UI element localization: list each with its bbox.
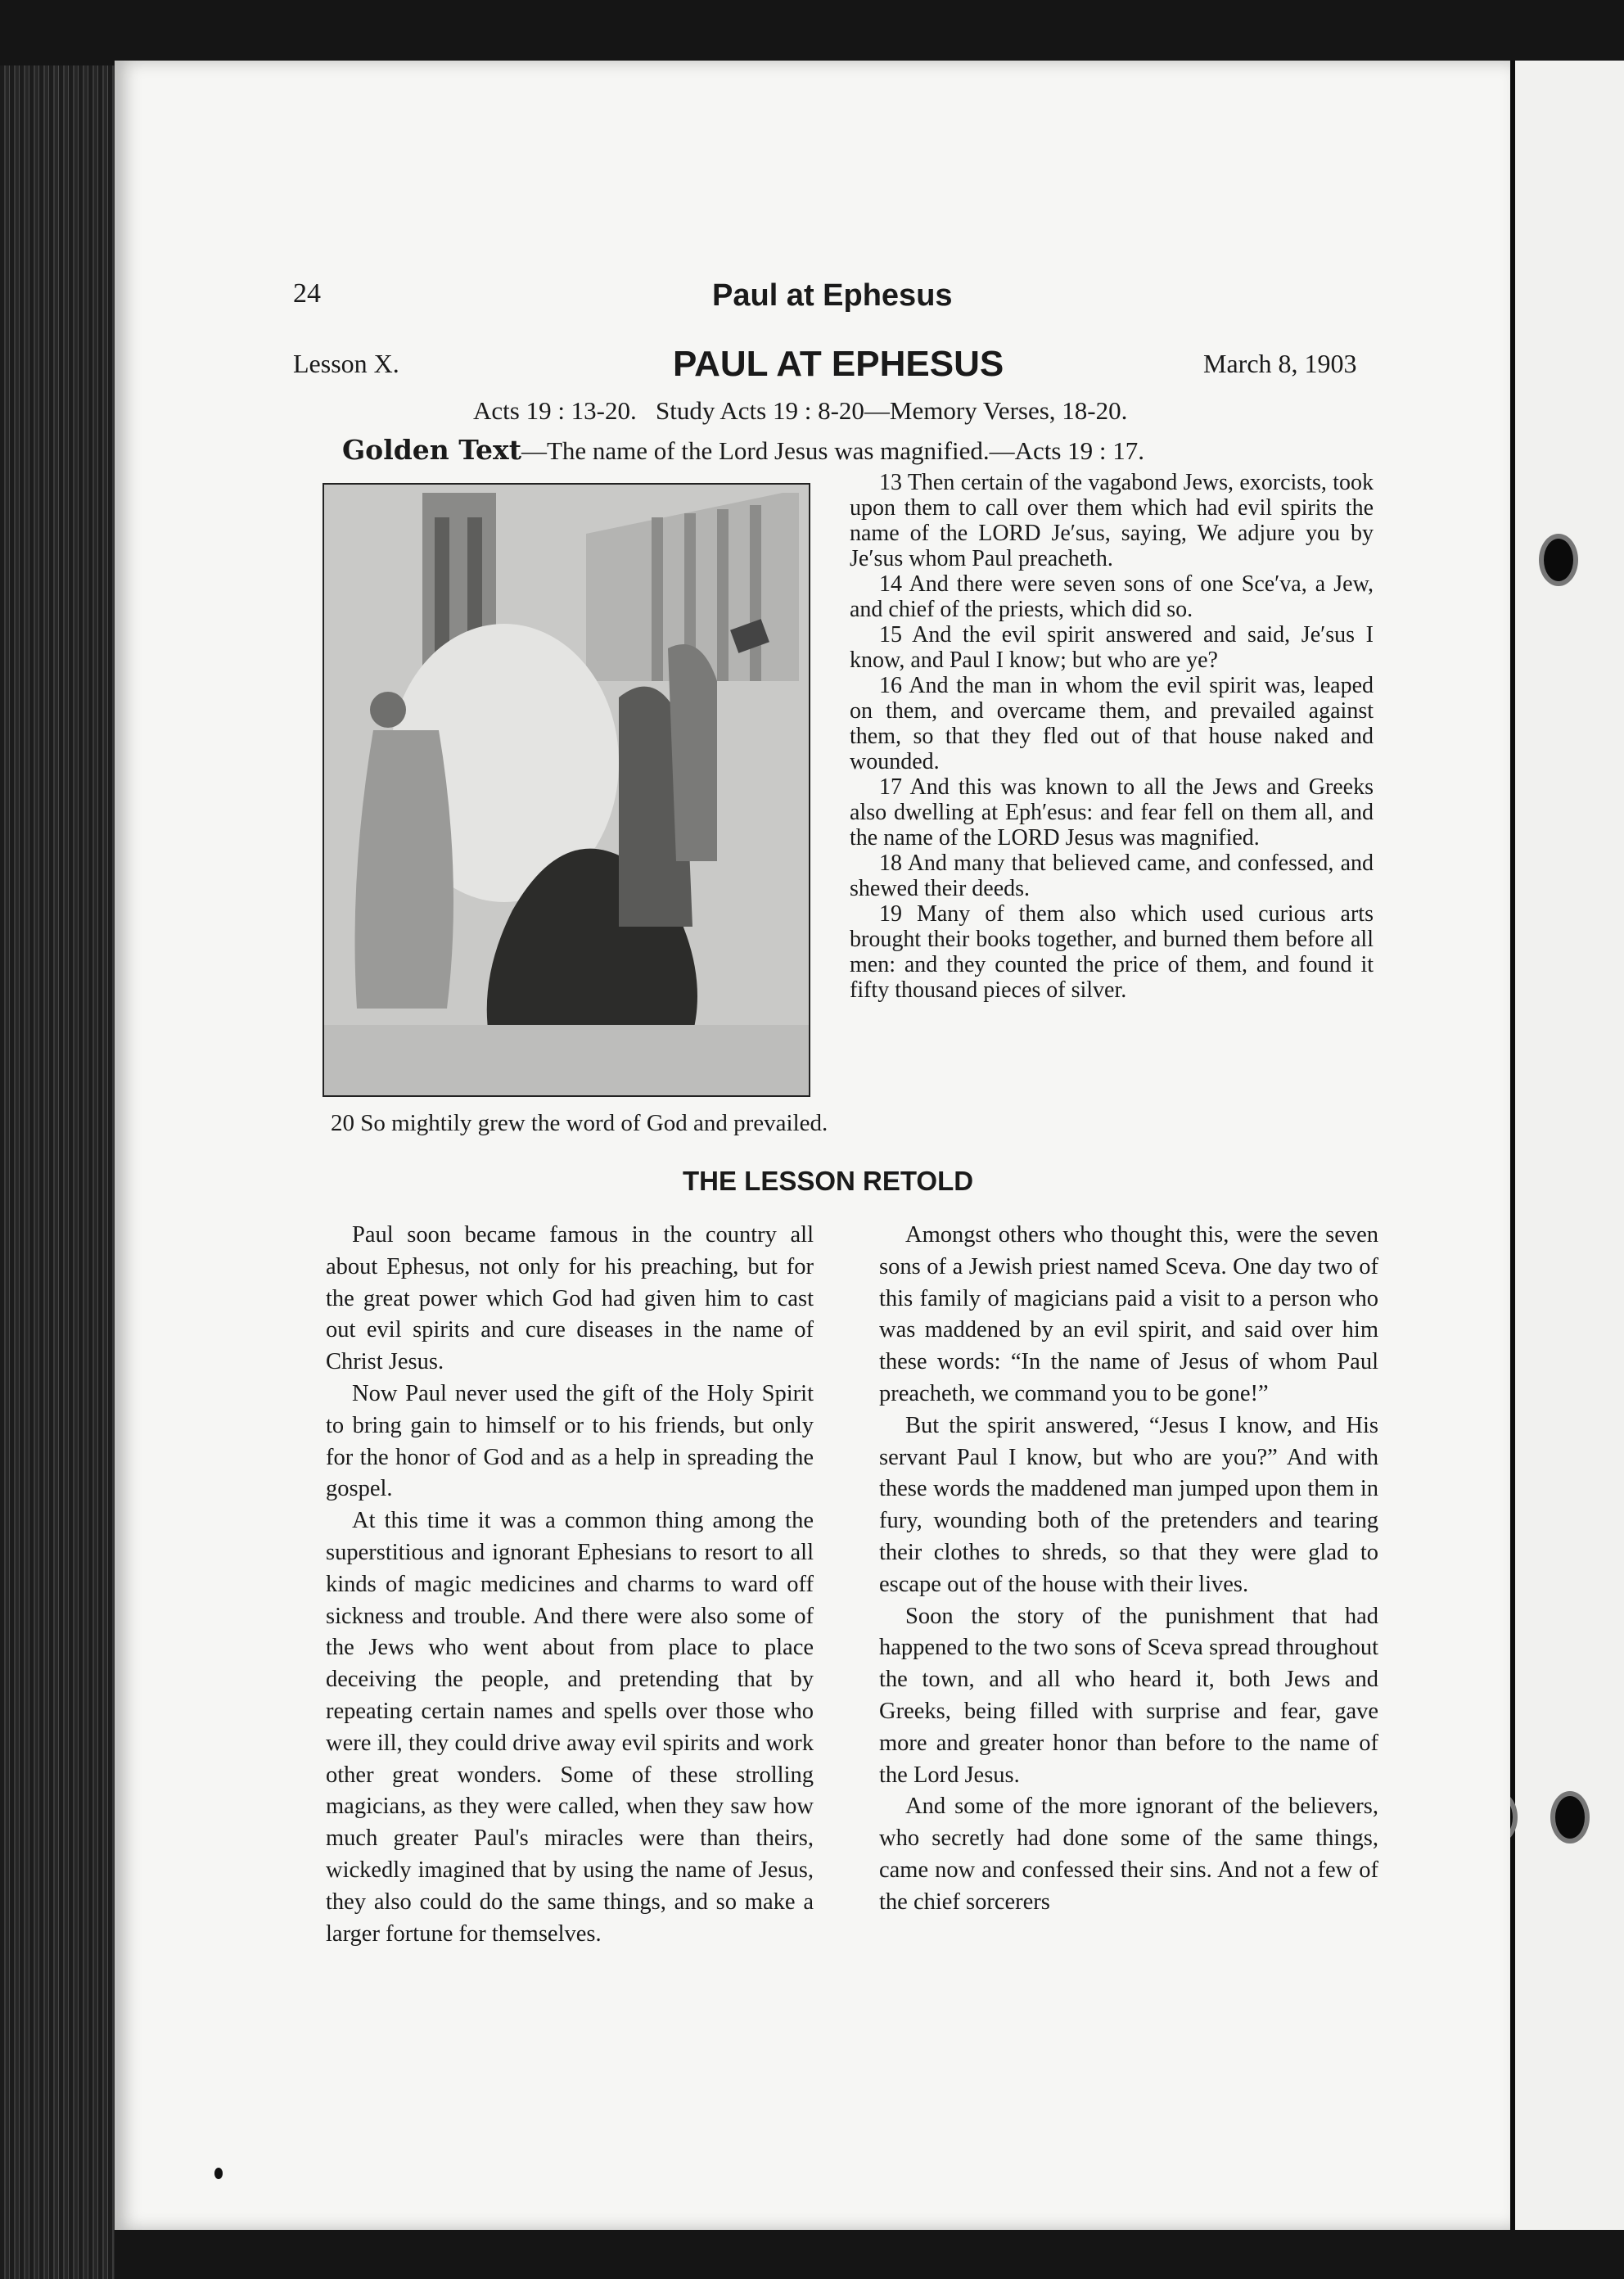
running-title: Paul at Ephesus [712,278,953,313]
verse-19: 19 Many of them also which used curious arts brought their books together, and burned them before all men: and they counted the price of them, and found it fifty thousand pieces of silver. [850,901,1374,1003]
verse-17: 17 And this was known to all the Jews and Greeks also dwelling at Eph′esus: and fear fell on them all, and the name of the LORD Jesus was magnified. [850,774,1374,851]
lesson-label: Lesson X. [293,349,399,378]
scripture-reference: Acts 19 : 13-20. Study Acts 19 : 8-20—Memory Verses, 18-20. [473,396,1128,425]
page-number: 24 [293,278,321,309]
verse-20: 20 So mightily grew the word of God and prevailed. [331,1110,828,1136]
verse-16: 16 And the man in whom the evil spirit was, leaped on them, and overcame them, and prevailed against them, so that they fled out of that house naked and wounded. [850,673,1374,774]
engraving-icon [324,485,809,1095]
verse-13: 13 Then certain of the vagabond Jews, exorcists, took upon them to call over them which had evil spirits the name of the LORD Je′sus, saying, We adjure you by Je′sus whom Paul preacheth. [850,470,1374,571]
paragraph: Now Paul never used the gift of the Holy Spirit to bring gain to himself or to his friends, but only for the honor of God and as a help in spreading the gospel. [326,1380,814,1502]
paragraph: But the spirit answered, “Jesus I know, and His servant Paul I know, but who are you?” And with these words the maddened man jumped upon them in fury, wounding both of the pretenders and tearing their clothes to shreds, so that they were glad to escape out of the house with their lives. [879,1412,1378,1597]
paragraph: Soon the story of the punishment that had happened to the two sons of Sceva spread throughout the town, and all who heard it, both Jews and Greeks, being filled with surprise and fear, gave more and greater honor than before to the name of the Lord Jesus. [879,1603,1378,1788]
scripture-verses [850,470,1374,1003]
illustration-paul-burning-books [323,483,810,1097]
lesson-title: PAUL AT EPHESUS [673,344,1004,384]
golden-text-label: Golden Text [342,434,521,466]
verse-18: 18 And many that believed came, and confessed, and shewed their deeds. [850,851,1374,901]
lesson-date: March 8, 1903 [1203,349,1357,378]
golden-text-body: —The name of the Lord Jesus was magnified.—Acts 19 : 17. [521,436,1145,465]
verse-14: 14 And there were seven sons of one Sce′va, a Jew, and chief of the priests, which did so. [850,571,1374,622]
paragraph: At this time it was a common thing among the superstitious and ignorant Ephesians to resort to all kinds of magic medicines and charms to ward off sickness and trouble. And there were also some of the Jews who went about from place to place deceiving the people, and pretending that by repeating certain names and spells over those who were ill, they could drive away evil spirits and work other great wonders. Some of these strolling magicians, as they were called, when they saw how much greater Paul's miracles were than theirs, wickedly imagined that by using the name of Jesus, they also could do the same things, and so make a larger fortune for themselves. [326,1508,814,1947]
adjacent-page-edge [1510,61,1624,2230]
binding-ring-icon [1550,1791,1590,1844]
binding-ring-icon [1539,534,1578,586]
section-heading: THE LESSON RETOLD [683,1166,974,1196]
paragraph: Amongst others who thought this, were the seven sons of a Jewish priest named Sceva. One day two of this family of magicians paid a visit to a person who was maddened by an evil spirit, and said over him these words: “In the name of Jesus of whom Paul preacheth, we command you to be gone!” [879,1222,1378,1406]
ink-speck [214,2168,223,2179]
retold-right-column [879,1220,1378,1919]
book-page-edges [0,65,115,2279]
retold-left-column [326,1220,814,1950]
paragraph: Paul soon became famous in the country all about Ephesus, not only for his preaching, but for the great power which God had given him to cast out evil spirits and cure diseases in the name of Christ Jesus. [326,1222,814,1375]
paragraph: And some of the more ignorant of the believers, who secretly had done some of the same things, came now and confessed their sins. And not a few of the chief sorcerers [879,1794,1378,1915]
verse-15: 15 And the evil spirit answered and said, Je′sus I know, and Paul I know; but who are ye? [850,622,1374,673]
golden-text [342,434,1144,466]
